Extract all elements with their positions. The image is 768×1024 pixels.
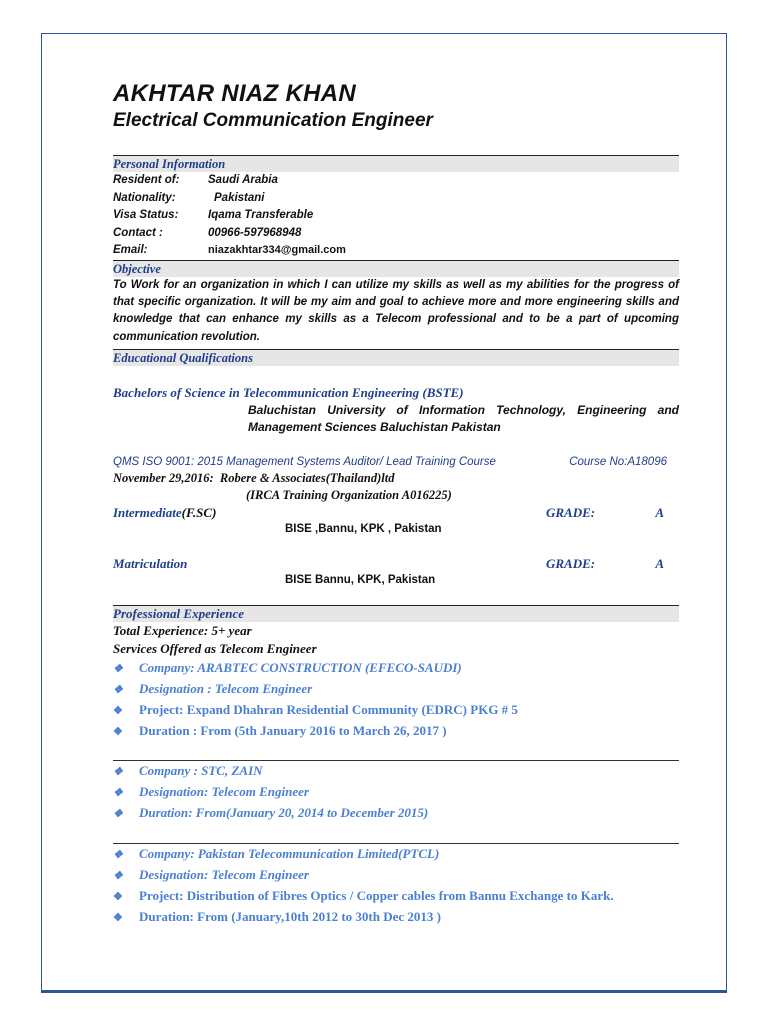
field-email: Email: niazakhtar334@gmail.com: [113, 244, 346, 256]
diamond-bullet-icon: ❖: [113, 891, 123, 904]
qms-date-row: [113, 470, 679, 487]
objective-heading: Objective: [113, 260, 679, 277]
personal-info-list: [113, 172, 679, 260]
diamond-bullet-icon: ❖: [113, 912, 123, 925]
university-name: Baluchistan University of Information Technology, Engineering and Management Sciences Baluchistan Pakistan: [248, 403, 679, 435]
candidate-title: Electrical Communication Engineer: [113, 110, 433, 131]
diamond-bullet-icon: ❖: [113, 726, 123, 739]
diamond-bullet-icon: ❖: [113, 787, 123, 800]
qms-course-title: QMS ISO 9001: 2015 Management Systems Auditor/ Lead Training Course: [113, 456, 496, 469]
matric-row: [113, 555, 679, 572]
list-item: ❖ Company: ARABTEC CONSTRUCTION (EFECO-SAUDI): [113, 658, 679, 679]
intermediate-row: [113, 504, 679, 521]
list-item: ❖ Project: Distribution of Fibres Optics / Copper cables from Bannu Exchange to Kark.: [113, 886, 679, 907]
field-contact: Contact : 00966-597968948: [113, 226, 302, 239]
field-resident: Resident of: Saudi Arabia: [113, 174, 278, 186]
diamond-bullet-icon: ❖: [113, 849, 123, 862]
matric-board: BISE Bannu, KPK, Pakistan: [285, 574, 436, 587]
grade-label: GRADE:: [546, 505, 596, 521]
matric-grade: A: [655, 556, 664, 572]
list-item: ❖ Duration: From(January 20, 2014 to December 2015): [113, 803, 679, 824]
list-item: ❖ Duration: From (January,10th 2012 to 30th Dec 2013 ): [113, 907, 679, 928]
objective-text: To Work for an organization in which I can utilize my skills as well as my abilities for the progress of that specific organization. It will be my aim and goal to achieve more and more engineering skills and knowledge that can enhance my skills as a Telecom professional and to be a part of upcoming communication revolution.: [113, 278, 679, 343]
education-heading: Educational Qualifications: [113, 349, 679, 366]
job2-list: [113, 761, 679, 824]
diamond-bullet-icon: ❖: [113, 766, 123, 779]
list-item: ❖ Designation : Telecom Engineer: [113, 679, 679, 700]
intermediate-suffix: (F.SC): [181, 505, 217, 521]
qms-irca: (IRCA Training Organization A016225): [246, 488, 452, 503]
resume-content: [113, 80, 679, 928]
total-experience: Total Experience: 5+ year: [113, 623, 252, 639]
diamond-bullet-icon: ❖: [113, 870, 123, 883]
diamond-bullet-icon: ❖: [113, 705, 123, 718]
list-item: ❖ Company : STC, ZAIN: [113, 761, 679, 782]
list-item: ❖ Project: Expand Dhahran Residential Community (EDRC) PKG # 5: [113, 700, 679, 721]
candidate-name: AKHTAR NIAZ KHAN: [113, 80, 356, 107]
qms-org: Robere & Associates(Thailand)ltd: [219, 471, 395, 486]
grade-label: GRADE:: [546, 556, 596, 572]
experience-heading: Professional Experience: [113, 605, 679, 622]
job1-list: [113, 658, 679, 742]
field-nationality: Nationality: Pakistani: [113, 191, 265, 204]
job3-list: [113, 844, 679, 928]
list-item: ❖ Designation: Telecom Engineer: [113, 865, 679, 886]
qms-course: [113, 454, 679, 470]
personal-info-heading: Personal Information: [113, 155, 679, 172]
list-item: ❖ Duration : From (5th January 2016 to March 26, 2017 ): [113, 721, 679, 742]
intermediate-board: BISE ,Bannu, KPK , Pakistan: [285, 523, 442, 536]
diamond-bullet-icon: ❖: [113, 808, 123, 821]
field-visa: Visa Status: Iqama Transferable: [113, 209, 314, 221]
diamond-bullet-icon: ❖: [113, 684, 123, 697]
degree-title: Bachelors of Science in Telecommunication Engineering (BSTE): [113, 385, 464, 401]
qms-course-number: Course No:A18096: [569, 456, 667, 469]
list-item: ❖ Designation: Telecom Engineer: [113, 782, 679, 803]
diamond-bullet-icon: ❖: [113, 663, 123, 676]
list-item: ❖ Company: Pakistan Telecommunication Limited(PTCL): [113, 844, 679, 865]
matric-label: Matriculation: [113, 556, 188, 572]
qms-date: November 29,2016:: [113, 471, 214, 486]
intermediate-label: Intermediate: [113, 505, 182, 521]
intermediate-grade: A: [655, 505, 664, 521]
services-offered: Services Offered as Telecom Engineer: [113, 641, 317, 657]
